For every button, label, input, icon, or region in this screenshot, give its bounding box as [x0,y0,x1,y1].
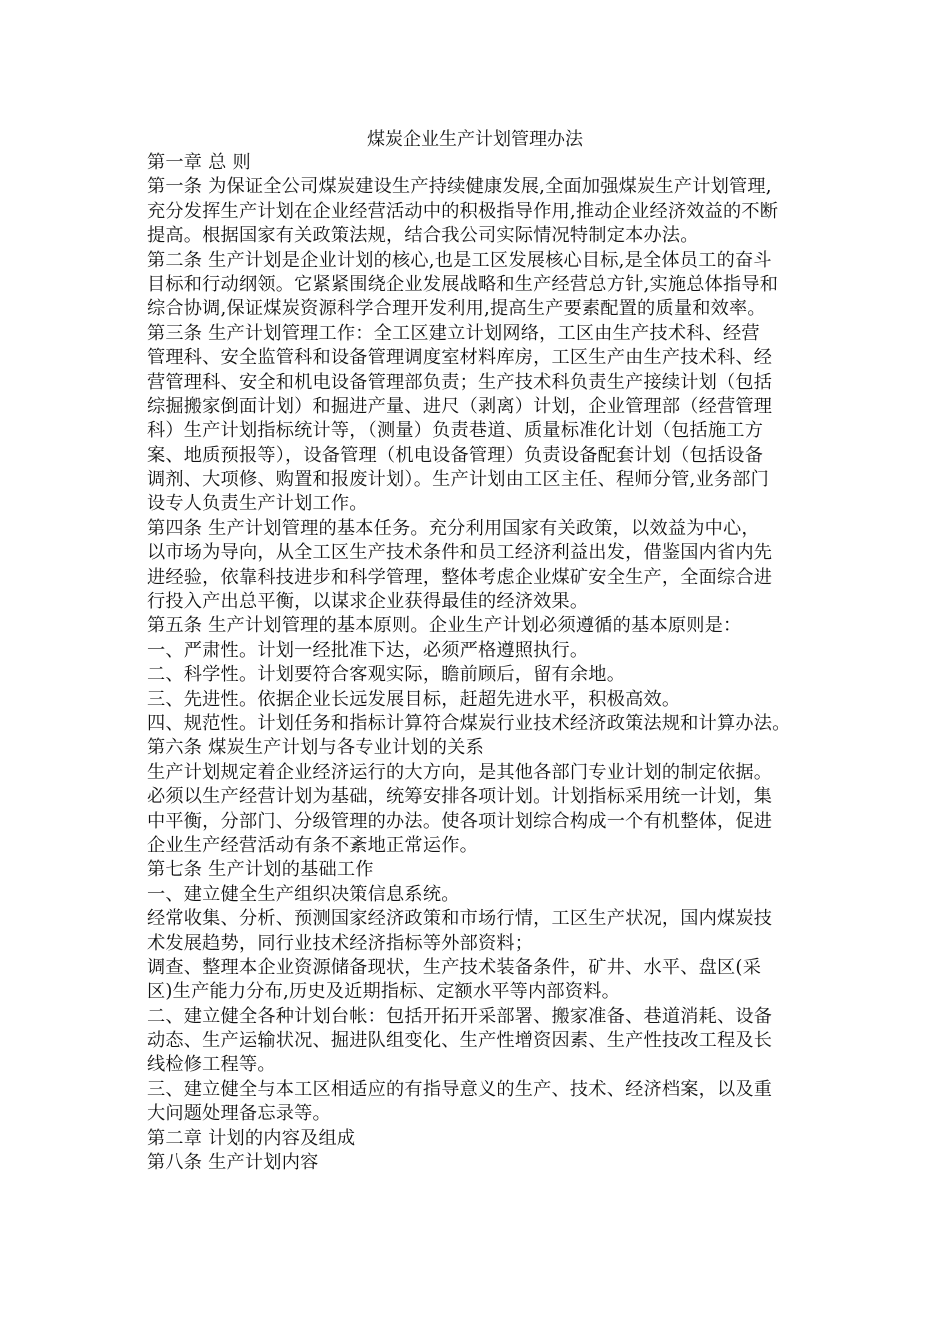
text-line: 进经验，依靠科技进步和科学管理，整体考虑企业煤矿安全生产，全面综合进 [147,566,773,588]
text-line: 第七条 生产计划的基础工作 [147,859,374,881]
text-line: 综合协调,保证煤炭资源科学合理开发利用,提高生产要素配置的质量和效率。 [147,298,766,320]
text-line: 第二章 计划的内容及组成 [147,1127,356,1149]
text-line: 行投入产出总平衡，以谋求企业获得最佳的经济效果。 [147,591,589,613]
text-line: 第八条 生产计划内容 [147,1152,319,1174]
text-line: 第一条 为保证全公司煤炭建设生产持续健康发展,全面加强煤炭生产计划管理, [147,176,772,198]
text-line: 第五条 生产计划管理的基本原则。企业生产计划必须遵循的基本原则是： [147,615,742,637]
document-title: 煤炭企业生产计划管理办法 [367,129,583,150]
text-line: 一、严肃性。计划一经批准下达，必须严格遵照执行。 [147,639,589,661]
text-line: 生产计划规定着企业经济运行的大方向，是其他各部门专业计划的制定依据。 [147,761,773,783]
text-line: 以市场为导向，从全工区生产技术条件和员工经济利益出发，借鉴国内省内先 [147,542,773,564]
text-line: 线检修工程等。 [147,1054,276,1076]
text-line: 目标和行动纲领。它紧紧围绕企业发展战略和生产经营总方针,实施总体指导和 [147,273,779,295]
text-line: 一、建立健全生产组织决策信息系统。 [147,883,460,905]
text-line: 区)生产能力分布,历史及近期指标、定额水平等内部资料。 [147,981,620,1003]
text-line: 动态、生产运输状况、掘进队组变化、生产性增资因素、生产性技改工程及长 [147,1030,773,1052]
text-line: 第一章 总 则 [147,152,251,173]
text-line: 提高。根据国家有关政策法规，结合我公司实际情况特制定本办法。 [147,225,699,247]
text-line: 三、建立健全与本工区相适应的有指导意义的生产、技术、经济档案，以及重 [147,1078,773,1100]
text-line: 综掘搬家倒面计划）和掘进产量、进尺（剥离）计划，企业管理部（经营管理 [147,395,773,417]
text-line: 必须以生产经营计划为基础，统筹安排各项计划。计划指标采用统一计划，集 [147,786,773,808]
text-line: 大问题处理备忘录等。 [147,1103,331,1125]
text-line: 案、地质预报等），设备管理（机电设备管理）负责设备配套计划（包括设备 [147,444,764,466]
document-body [147,151,817,1175]
text-line: 第二条 生产计划是企业计划的核心,也是工区发展核心目标,是全体员工的奋斗 [147,249,772,271]
text-line: 设专人负责生产计划工作。 [147,493,368,515]
text-line: 科）生产计划指标统计等，（测量）负责巷道、质量标准化计划（包括施工方 [147,420,764,442]
text-line: 术发展趋势，同行业技术经济指标等外部资料； [147,932,534,954]
text-line: 三、先进性。依据企业长远发展目标，赶超先进水平，积极高效。 [147,688,681,710]
text-line: 第四条 生产计划管理的基本任务。充分利用国家有关政策，以效益为中心， [147,517,760,539]
text-line: 调查、整理本企业资源储备现状，生产技术装备条件，矿井、水平、盘区(采 [147,956,762,978]
text-line: 第六条 煤炭生产计划与各专业计划的关系 [147,737,484,759]
text-line: 充分发挥生产计划在企业经营活动中的积极指导作用,推动企业经济效益的不断 [147,200,779,222]
text-line: 第三条 生产计划管理工作：全工区建立计划网络，工区由生产技术科、经营 [147,322,760,344]
text-line: 企业生产经营活动有条不紊地正常运作。 [147,834,478,856]
text-line: 管理科、安全监管科和设备管理调度室材料库房，工区生产由生产技术科、经 [147,347,773,369]
text-line: 四、规范性。计划任务和指标计算符合煤炭行业技术经济政策法规和计算办法。 [147,712,791,734]
text-line: 二、建立健全各种计划台帐：包括开拓开采部署、搬家准备、巷道消耗、设备 [147,1005,773,1027]
text-line: 营管理科、安全和机电设备管理部负责；生产技术科负责生产接续计划（包括 [147,371,773,393]
text-line: 经常收集、分析、预测国家经济政策和市场行情，工区生产状况，国内煤炭技 [147,908,773,930]
text-line: 调剂、大项修、购置和报废计划）。生产计划由工区主任、程师分管,业务部门 [147,469,770,491]
text-line: 二、科学性。计划要符合客观实际，瞻前顾后，留有余地。 [147,664,626,686]
text-line: 中平衡，分部门、分级管理的办法。使各项计划综合构成一个有机整体，促进 [147,810,773,832]
